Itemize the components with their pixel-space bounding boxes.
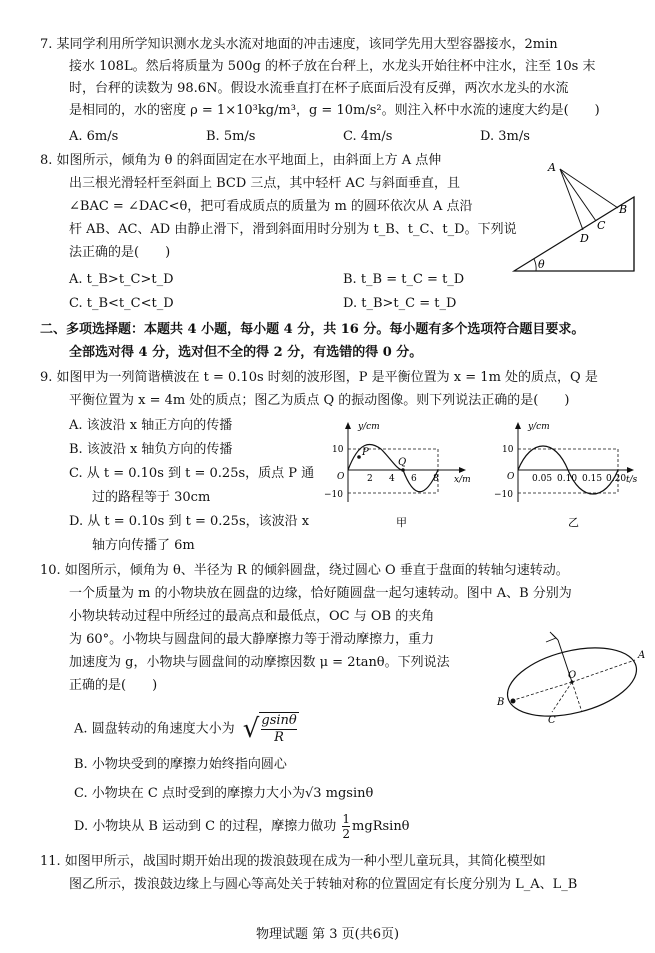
vibration-ytick-10: 10 — [502, 445, 514, 455]
q7-line-2: 接水 108L。然后将质量为 500g 的杯子放在台秤上，水龙头开始往杯中注水，注至 10s 末 — [69, 59, 596, 74]
q9-option-d-2: 轴方向传播了 6m — [92, 538, 195, 553]
tilted-disk-figure — [492, 630, 648, 726]
q8-option-b: B. t_B = t_C = t_D — [343, 272, 465, 287]
q7-line-1: 7. 某同学利用所学知识测水龙头水流对地面的冲击速度，该同学先用大型容器接水，2min — [40, 37, 558, 52]
disk-label-a: A — [638, 650, 646, 661]
section-2-header-1: 二、多项选择题：本题共 4 小题，每小题 4 分，共 16 分。每小题有多个选项符合题目要求。 — [40, 322, 585, 337]
q10-option-a-denominator: R — [274, 730, 284, 745]
q8-option-d: D. t_B>t_C = t_D — [343, 296, 457, 311]
q8-line-5: 法正确的是( ) — [69, 245, 171, 260]
q9-line-1: 9. 如图甲为一列简谐横波在 t = 0.10s 时刻的波形图，P 是平衡位置为 x = 1m 处的质点，Q 是 — [40, 370, 598, 385]
wave-xlabel: x/m — [454, 475, 471, 485]
q10-line-5: 加速度为 g，小物块与圆盘间的动摩擦因数 μ = 2tanθ。下列说法 — [69, 655, 450, 670]
q9-line-2: 平衡位置为 x = 4m 处的质点；图乙为质点 Q 的振动图像。则下列说法正确的是( ) — [69, 393, 570, 408]
q10-option-c-text: C. 小物块在 C 点时受到的摩擦力大小为 — [74, 786, 305, 801]
vibration-xtick-005: 0.05 — [532, 474, 553, 484]
q10-option-d-numerator: 1 — [342, 812, 351, 826]
q10-line-2: 一个质量为 m 的小物块放在圆盘的边缘，恰好随圆盘一起匀速转动。图中 A、B 分别为 — [69, 586, 572, 601]
q10-line-1: 10. 如图所示，倾角为 θ、半径为 R 的倾斜圆盘，绕过圆心 O 垂直于盘面的转轴匀速转动。 — [40, 563, 569, 578]
page-footer: 物理试题 第 3 页(共6页) — [255, 927, 400, 942]
q9-option-c-2: 过的路程等于 30cm — [92, 490, 211, 505]
wave-ytick-neg10: −10 — [324, 490, 343, 500]
q8-line-3: ∠BAC = ∠DAC<θ，把可看成质点的质量为 m 的圆环依次从 A 点沿 — [69, 199, 473, 214]
q10-option-d-text: D. 小物块从 B 运动到 C 的过程，摩擦力做功 — [74, 819, 337, 834]
wave-graph-figure — [320, 418, 480, 538]
q10-option-a-sqrt: √ $\frac{gsin\theta}{R}$ — [242, 713, 297, 745]
wave-xtick-6: 6 — [411, 474, 417, 484]
q7-option-a: A. 6m/s — [69, 129, 119, 144]
wave-origin: O — [337, 472, 345, 482]
fig-label-c: C — [597, 219, 606, 232]
fig-label-b: B — [619, 203, 628, 216]
disk-label-o: O — [568, 670, 577, 681]
q9-option-c-1: C. 从 t = 0.10s 到 t = 0.25s，质点 P 通 — [69, 466, 315, 481]
q10-option-a — [74, 712, 299, 746]
wave-xtick-4: 4 — [389, 474, 395, 484]
vibration-xlabel: t/s — [626, 475, 638, 485]
disk-label-c: C — [548, 715, 556, 726]
fig-label-a: A — [548, 161, 556, 174]
q11-line-1: 11. 如图甲所示，战国时期开始出现的拨浪鼓现在成为一种小型儿童玩具，其简化模型如 — [40, 854, 546, 869]
q8-line-1: 8. 如图所示，倾角为 θ 的斜面固定在水平地面上，由斜面上方 A 点伸 — [40, 153, 442, 168]
section-2-header-2: 全部选对得 4 分，选对但不全的得 2 分，有选错的得 0 分。 — [69, 345, 423, 360]
vibration-xtick-015: 0.15 — [582, 474, 603, 484]
q7-line-4: 是相同的，水的密度 ρ = 1×10³kg/m³，g = 10m/s²。则注入杯中水流的速度大约是( ) — [69, 103, 600, 118]
q7-option-b: B. 5m/s — [206, 129, 256, 144]
wave-caption: 甲 — [396, 516, 407, 529]
incline-figure — [508, 155, 643, 280]
q11-line-2: 图乙所示，拨浪鼓边缘上与圆心等高处关于转轴对称的位置固定有长度分别为 L_A、L_B — [69, 877, 578, 892]
vibration-graph-figure — [490, 418, 650, 538]
q10-option-d-tail: mgRsinθ — [352, 819, 410, 834]
q10-option-d — [74, 812, 410, 841]
wave-ylabel: y/cm — [358, 422, 380, 432]
q10-option-a-text: A. 圆盘转动的角速度大小为 — [74, 721, 235, 737]
q7-option-c: C. 4m/s — [343, 129, 393, 144]
wave-xtick-8: 8 — [433, 474, 439, 484]
q9-option-a: A. 该波沿 x 轴正方向的传播 — [69, 418, 233, 433]
vibration-xtick-010: 0.10 — [557, 474, 578, 484]
q10-option-d-fraction — [342, 812, 350, 841]
q8-option-a: A. t_B>t_C>t_D — [69, 272, 174, 287]
q10-option-c-value: √3 mgsinθ — [304, 786, 374, 801]
vibration-origin: O — [507, 472, 515, 482]
q9-option-d-1: D. 从 t = 0.10s 到 t = 0.25s，该波沿 x — [69, 514, 310, 529]
q8-line-2: 出三根光滑轻杆至斜面上 BCD 三点，其中轻杆 AC 与斜面垂直，且 — [69, 176, 461, 191]
q10-option-b: B. 小物块受到的摩擦力始终指向圆心 — [74, 757, 287, 772]
vibration-ylabel: y/cm — [528, 422, 550, 432]
q7-line-3: 时，台秤的读数为 98.6N。假设水流垂直打在杯子底面后没有反弹，两次水龙头的水流 — [69, 81, 569, 96]
q8-option-c: C. t_B<t_C<t_D — [69, 296, 174, 311]
vibration-xtick-020: 0.20 — [606, 474, 627, 484]
vibration-caption: 乙 — [568, 516, 579, 529]
fig-label-d: D — [580, 232, 589, 245]
wave-ytick-10: 10 — [332, 445, 344, 455]
fig-label-theta: θ — [538, 258, 545, 271]
q10-option-c — [74, 785, 373, 803]
q9-option-b: B. 该波沿 x 轴负方向的传播 — [69, 442, 233, 457]
q10-line-6: 正确的是( ) — [69, 678, 158, 693]
q8-line-4: 杆 AB、AC、AD 由静止滑下，滑到斜面用时分别为 t_B、t_C、t_D。下列说 — [69, 222, 517, 237]
q7-option-d: D. 3m/s — [480, 129, 530, 144]
q10-option-d-denominator: 2 — [342, 827, 351, 841]
wave-xtick-2: 2 — [367, 474, 373, 484]
wave-label-q: Q — [398, 457, 407, 468]
vibration-ytick-neg10: −10 — [494, 490, 513, 500]
wave-label-p: P — [362, 447, 369, 458]
q10-option-a-numerator: gsinθ — [261, 713, 297, 728]
disk-label-b: B — [497, 697, 505, 708]
q10-line-4: 为 60°。小物块与圆盘间的最大静摩擦力等于滑动摩擦力，重力 — [69, 632, 435, 647]
q10-line-3: 小物块转动过程中所经过的最高点和最低点，OC 与 OB 的夹角 — [69, 609, 435, 624]
